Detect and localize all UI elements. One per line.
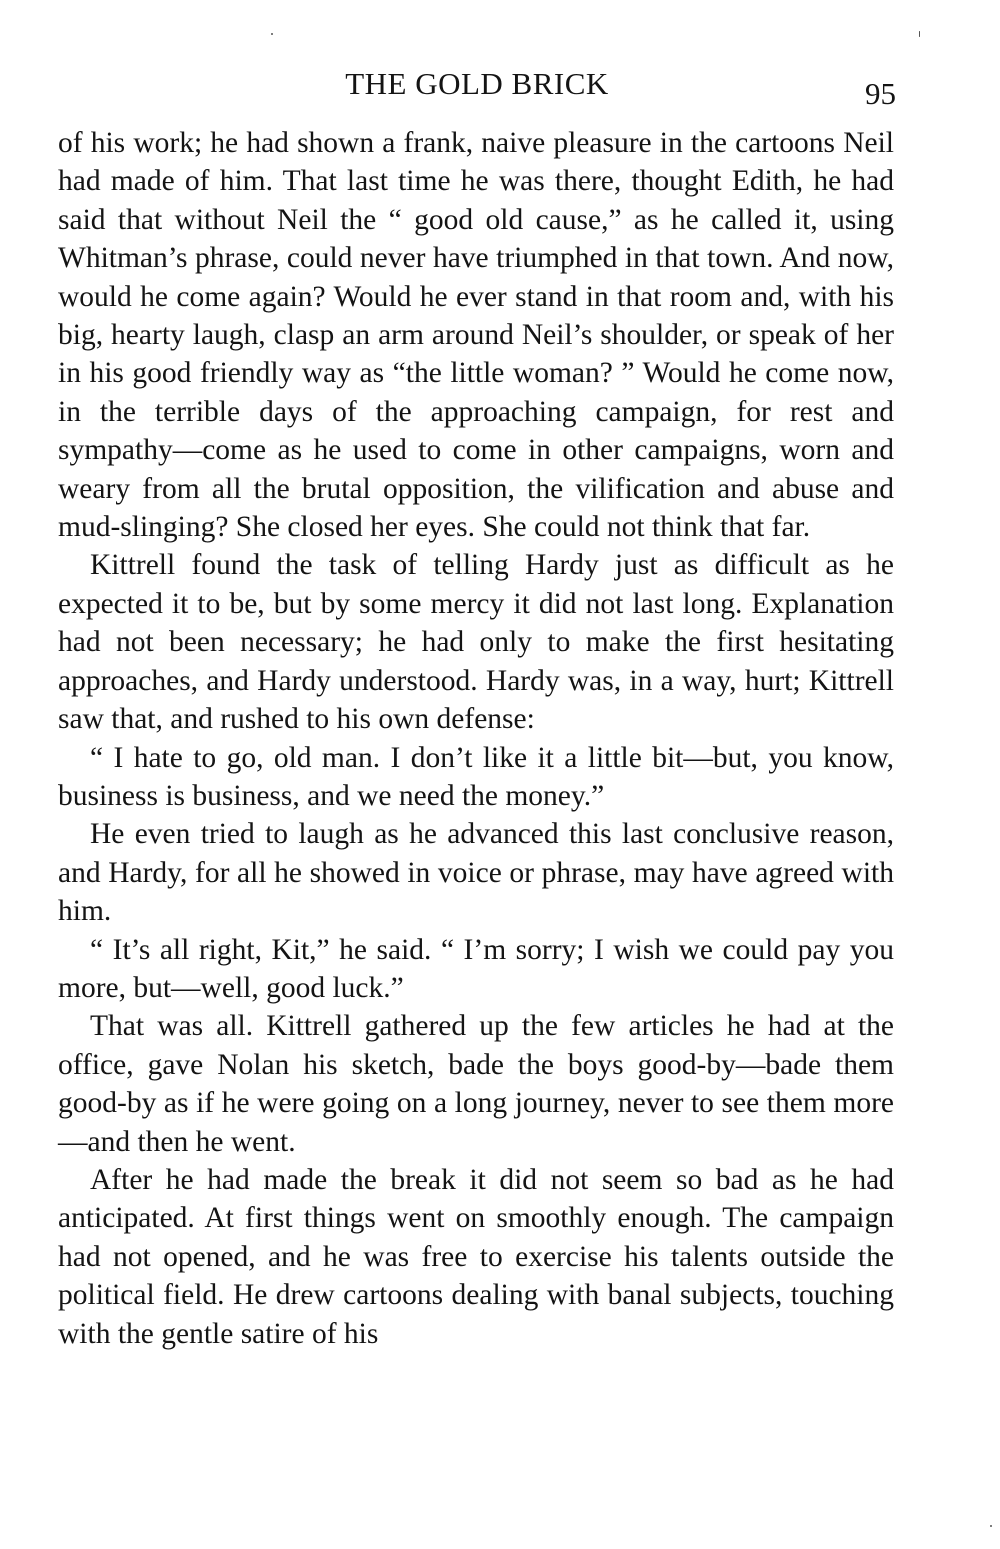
running-title: THE GOLD BRICK bbox=[345, 66, 609, 101]
page-speck bbox=[990, 1525, 992, 1527]
paragraph: He even tried to laugh as he advanced this last conclusive reason, and Hardy, for all he showed in voice or phrase, may have agreed with him. bbox=[58, 818, 894, 928]
paragraph: After he had made the break it did not seem so bad as he had anticipated. At first things went on smoothly enough. The campaign had not opened, and he was free to exercise his talents outside the political field. He drew cartoons dealing with banal subjects, touching with the gentle satire of his bbox=[58, 1163, 894, 1350]
body-text bbox=[58, 124, 894, 1353]
running-head bbox=[58, 62, 896, 111]
paragraph: That was all. Kittrell gathered up the few articles he had at the office, gave Nolan his sketch, bade the boys good-by—bade them good-by as if he were going on a long journey, never to see them more—and then he went. bbox=[58, 1010, 894, 1158]
page-speck bbox=[271, 33, 273, 35]
paragraph: “ It’s all right, Kit,” he said. “ I’m sorry; I wish we could pay you more, but—well, good luck.” bbox=[58, 933, 894, 1004]
page-speck bbox=[919, 31, 920, 37]
paragraph: “ I hate to go, old man. I don’t like it a little bit—but, you know, business is business, and we need the money.” bbox=[58, 741, 894, 812]
paragraph: of his work; he had shown a frank, naive pleasure in the cartoons Neil had made of him. That last time he was there, thought Edith, he had said that without Neil the “ good old cause,” as he called it, using Whitman’s phrase, could never have triumphed in that town. And now, would he come again? Would he ever stand in that room and, with his big, hearty laugh, clasp an arm around Neil’s shoulder, or speak of her in his good friendly way as “the little woman? ” Would he come now, in the terrible days of the approaching campaign, for rest and sympathy—come as he used to come in other campaigns, worn and weary from all the brutal opposition, the vilification and abuse and mud-slinging? She closed her eyes. She could not think that far. bbox=[58, 127, 894, 544]
paragraph: Kittrell found the task of telling Hardy just as difficult as he expected it to be, but by some mercy it did not last long. Explanation had not been necessary; he had only to make the first hesitating approaches, and Hardy understood. Hardy was, in a way, hurt; Kittrell saw that, and rushed to his own defense: bbox=[58, 549, 894, 736]
page-number: 95 bbox=[865, 76, 896, 111]
